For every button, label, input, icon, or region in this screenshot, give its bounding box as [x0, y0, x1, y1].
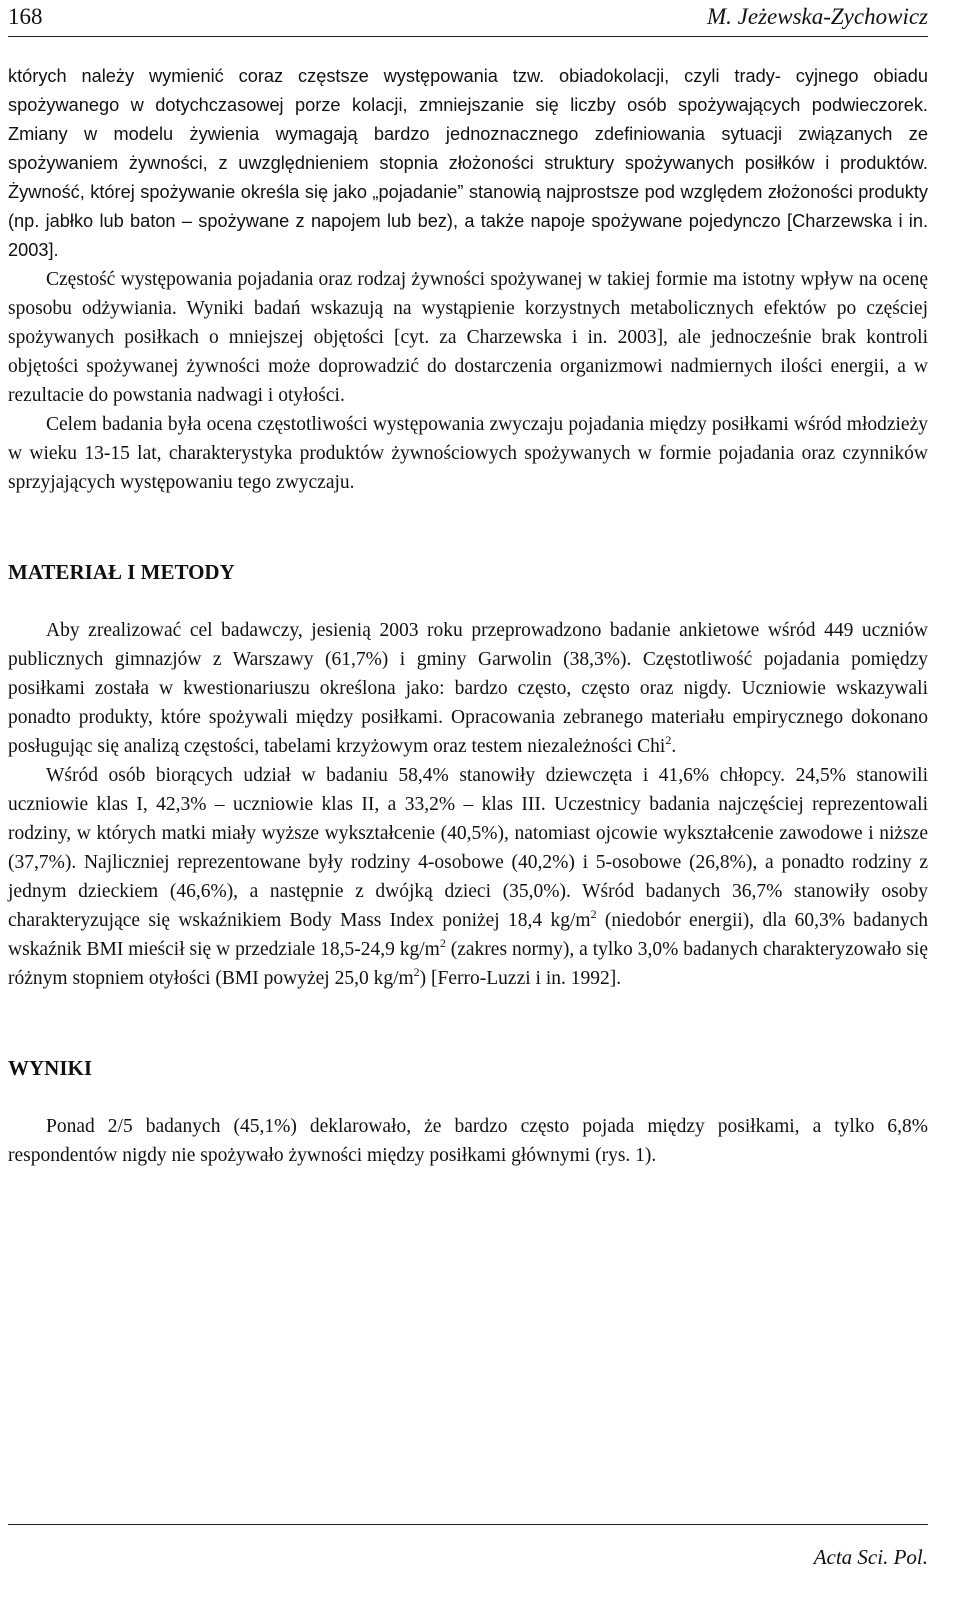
intro-sans-continuation: Zmiany w modelu żywienia wymagają bardzo jednoznacznego zdefiniowania sytuacji związanych ze spożywaniem żywności, z uwzględnieniem stopnia złożoności struktury spożywanych posiłków i produktów. Żywność, której spożywanie określa się jako „pojadanie” stanowią najprostsze pod względem złożoności produkty (np. jabłko lub baton – spożywane z napojem lub bez), a także napoje spożywane pojedynczo [Charzewska i in. 2003].: [8, 124, 928, 260]
superscript: 2: [439, 936, 446, 950]
intro-sans-line-1: których należy wymienić coraz częstsze występowania tzw. obiadokolacji, czyli trady-: [8, 66, 781, 86]
methods-p2-part-b: (niedobór energii), dla 60,3% badanych wskaźnik BMI mieścił się w przedziale 18,5-24,9 kg/m: [8, 910, 929, 960]
methods-p2-part-c: (zakres normy), a tylko 3,0% badanych charakteryzowało się różnym stopniem otyłości (BMI powyżej 25,0 kg/m: [8, 939, 928, 989]
running-header: [8, 2, 928, 37]
document-page: [8, 0, 928, 1609]
superscript: 2: [413, 965, 420, 979]
section-heading-methods: MATERIAŁ I METODY: [8, 560, 235, 584]
methods-paragraph-2: [8, 761, 928, 993]
section-heading-results: WYNIKI: [8, 1056, 93, 1080]
intro-paragraph-3: Celem badania była ocena częstotliwości występowania zwyczaju pojadania między posiłkami wśród młodzieży w wieku 13-15 lat, charakterystyka produktów żywnościowych spożywanych w formie pojadania oraz czynników sprzyjających występowaniu tego zwyczaju.: [8, 414, 928, 493]
page-number: 168: [8, 4, 43, 29]
intro-paragraph-1: [8, 62, 928, 265]
methods-p2-part-d: ) [Ferro-Luzzi i in. 1992].: [419, 968, 622, 989]
intro-sans-line-2: cyjnego obiadu spożywanego w dotychczasowej porze kolacji, zmniejszanie się liczby: [8, 66, 928, 115]
methods-p2-part-a: Wśród osób biorących udział w badaniu 58,4% stanowiły dziewczęta i 41,6% chłopcy. 24,5% stanowili uczniowie klas I, 42,3% – uczniowie klas II, a 33,2% – klas III. Uczestnicy badania najczęściej reprezentowali rodziny, w których matki miały wyższe wykształcenie (40,5%), natomiast ojcowie wykształcenie zawodowe i niższe (37,7%). Najliczniej reprezentowane były rodziny 4-osobowe (40,2%) i 5-osobowe (26,8%), a ponadto rodziny z jednym dzieckiem (46,6%), a następnie z dwójką dzieci (35,0%). Wśród badanych 36,7% stanowiły osoby charakteryzujące się wskaźnikiem Body Mass Index poniżej 18,4 kg/m: [8, 765, 928, 931]
results-paragraph-1: Ponad 2/5 badanych (45,1%) deklarowało, że bardzo często pojada między posiłkami, a tylko 6,8% respondentów nigdy nie spożywało żywności między posiłkami głównymi (rys. 1).: [8, 1116, 928, 1166]
page-footer: [8, 1524, 928, 1610]
intro-paragraph-2: Częstość występowania pojadania oraz rodzaj żywności spożywanej w takiej formie ma istotny wpływ na ocenę sposobu odżywiania. Wyniki badań wskazują na wystąpienie korzystnych metabolicznych efektów po częściej spożywanych posiłkach o mniejszej objętości [cyt. za Charzewska i in. 2003], ale jednocześnie brak kontroli objętości spożywanej żywności może doprowadzić do dostarczenia organizmowi nadmiernych ilości energii, a w rezultacie do powstania nadwagi i otyłości.: [8, 269, 928, 406]
methods-paragraph-1: [8, 616, 928, 761]
superscript: 2: [590, 907, 597, 921]
intro-sans-line-3: osób spożywających podwieczorek.: [627, 95, 928, 115]
methods-p1-text: Aby zrealizować cel badawczy, jesienią 2003 roku przeprowadzono badanie ankietowe wśród 449 uczniów publicznych gimnazjów z Warszawy (61,7%) i gminy Garwolin (38,3%). Częstotliwość pojadania pomiędzy posiłkami została w kwestionariuszu określona jako: bardzo często, często oraz nigdy. Uczniowie wskazywali ponadto produkty, które spożywali między posiłkami. Opracowania zebranego materiału empirycznego dokonano posługując się analizą częstości, tabelami krzyżowym oraz testem niezależności Chi: [8, 620, 928, 757]
superscript: 2: [665, 733, 672, 747]
journal-name: Acta Sci. Pol.: [813, 1545, 928, 1569]
running-head-author: M. Jeżewska-Zychowicz: [707, 4, 928, 29]
article-body: [8, 62, 928, 1170]
methods-p1-end: .: [671, 736, 677, 757]
